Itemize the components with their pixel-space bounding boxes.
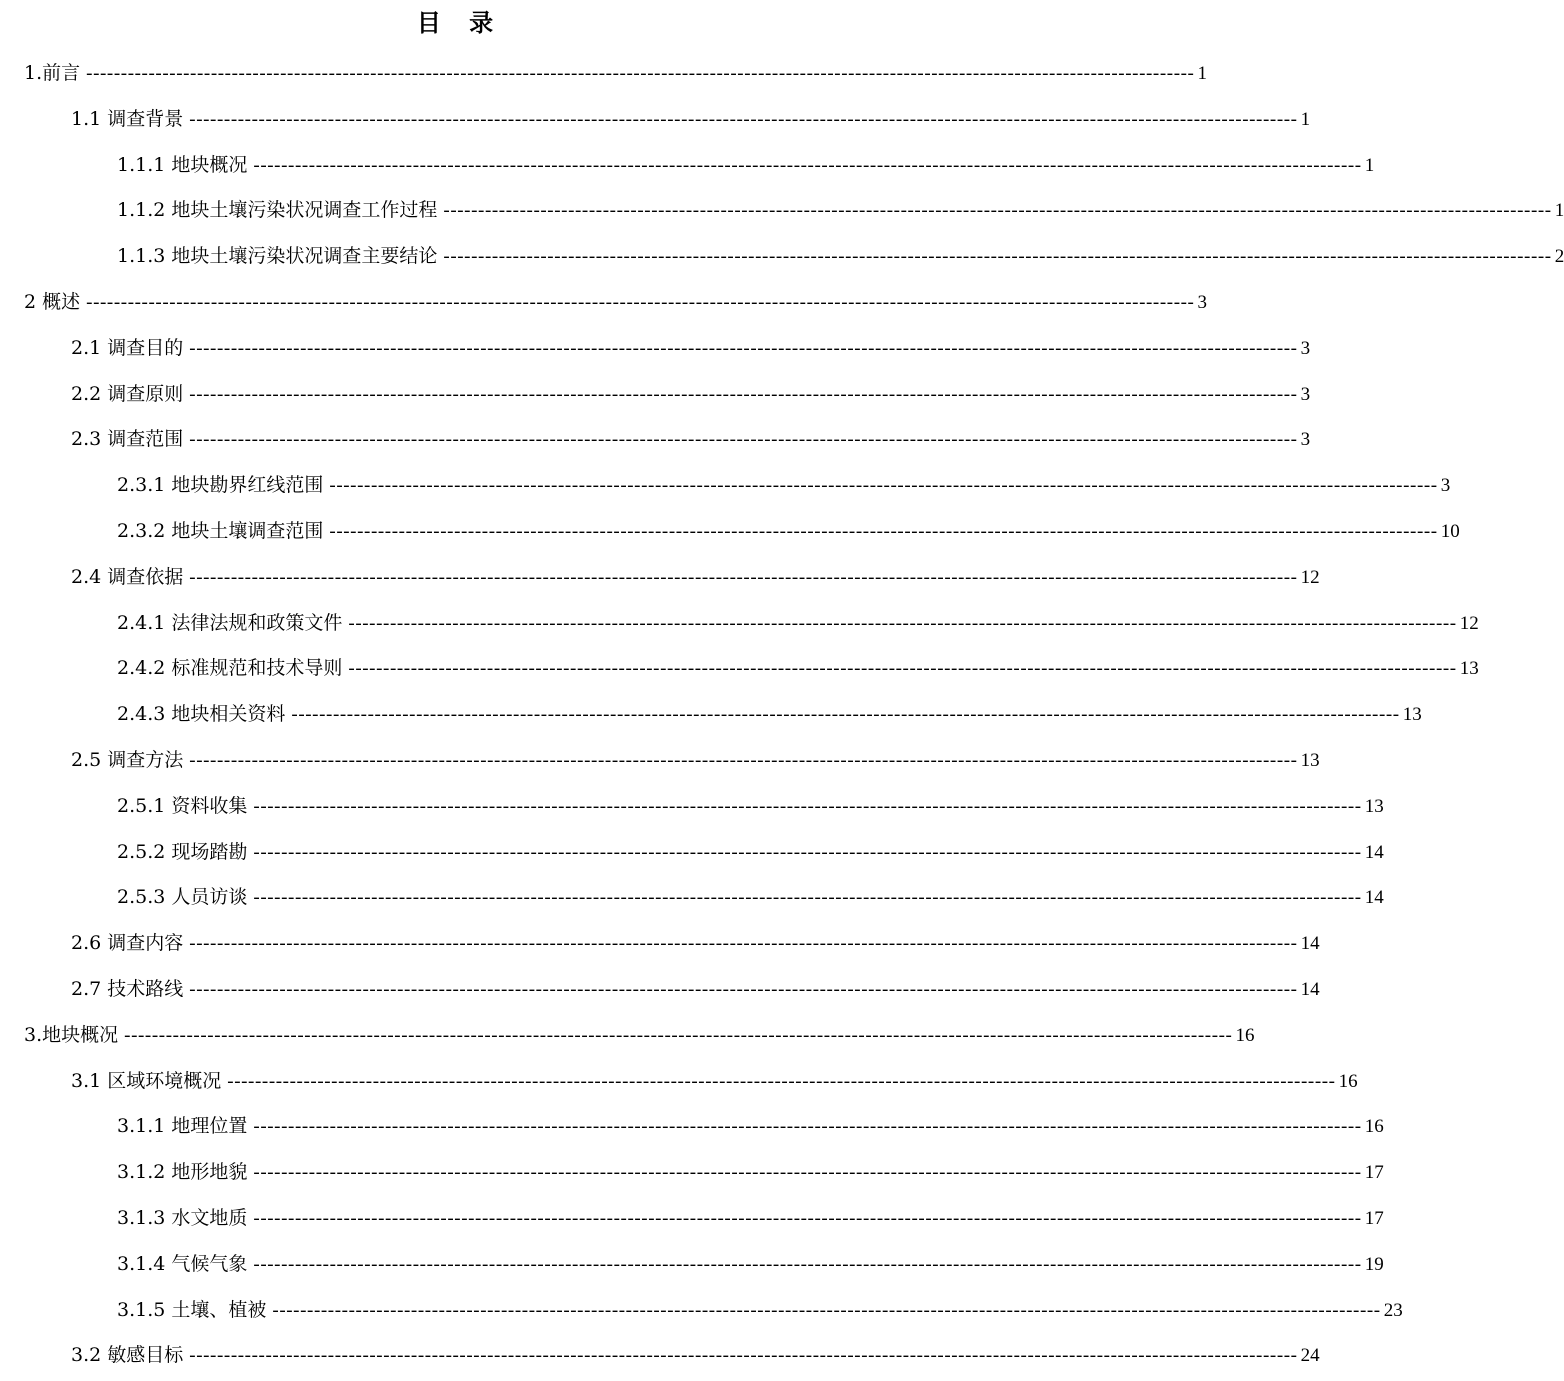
toc-page-number: 19 [1364, 1253, 1384, 1275]
table-of-contents [0, 53, 1564, 1381]
toc-entry[interactable] [0, 419, 1311, 465]
toc-page-number: 1 [1554, 200, 1564, 222]
toc-entry-label: 3.1 区域环境概况 [71, 1069, 222, 1092]
toc-page-number: 3 [1440, 475, 1451, 497]
toc-entry[interactable] [0, 145, 1375, 191]
toc-entry-label: 2.4.3 地块相关资料 [117, 703, 286, 726]
toc-dot-leader: ---------------------------------------------------------------------------------------------------------------------------------------------------------------- [253, 1207, 1362, 1229]
toc-dot-leader: ---------------------------------------------------------------------------------------------------------------------------------------------------------------- [443, 246, 1552, 268]
toc-entry[interactable] [0, 1335, 1320, 1381]
toc-page-number: 13 [1459, 658, 1479, 680]
toc-page-number: 17 [1364, 1162, 1384, 1184]
toc-entry[interactable] [0, 1106, 1384, 1152]
toc-page-number: 3 [1197, 291, 1207, 313]
toc-dot-leader: ---------------------------------------------------------------------------------------------------------------------------------------------------------------- [329, 475, 1438, 497]
toc-page-number: 16 [1338, 1070, 1358, 1092]
toc-dot-leader: ---------------------------------------------------------------------------------------------------------------------------------------------------------------- [329, 520, 1438, 542]
toc-dot-leader: ---------------------------------------------------------------------------------------------------------------------------------------------------------------- [253, 1253, 1362, 1275]
toc-entry-label: 1.1 调查背景 [71, 107, 184, 130]
toc-page-number: 2 [1554, 246, 1564, 268]
toc-entry-label: 3.1.4 气候气象 [117, 1252, 248, 1275]
toc-page-number: 3 [1300, 429, 1311, 451]
toc-entry-label: 1.1.2 地块土壤污染状况调查工作过程 [117, 199, 438, 222]
toc-entry-label: 2.5 调查方法 [71, 748, 184, 771]
toc-page-number: 14 [1300, 933, 1320, 955]
toc-entry[interactable] [0, 190, 1564, 236]
toc-dot-leader: ---------------------------------------------------------------------------------------------------------------------------------------------------------------- [348, 658, 1457, 680]
toc-entry-label: 2.4.1 法律法规和政策文件 [117, 611, 343, 634]
toc-entry[interactable] [0, 740, 1320, 786]
toc-dot-leader: ---------------------------------------------------------------------------------------------------------------------------------------------------------------- [189, 108, 1298, 130]
toc-entry[interactable] [0, 648, 1479, 694]
toc-entry[interactable] [0, 694, 1422, 740]
toc-entry[interactable] [0, 328, 1311, 374]
toc-page-number: 14 [1364, 887, 1384, 909]
toc-entry-label: 2.5.1 资料收集 [117, 794, 248, 817]
toc-dot-leader: ---------------------------------------------------------------------------------------------------------------------------------------------------------------- [253, 1116, 1362, 1138]
toc-page-number: 13 [1300, 749, 1320, 771]
toc-entry[interactable] [0, 969, 1320, 1015]
toc-entry[interactable] [0, 282, 1207, 328]
toc-page-number: 12 [1459, 612, 1479, 634]
toc-entry[interactable] [0, 53, 1207, 99]
toc-dot-leader: ---------------------------------------------------------------------------------------------------------------------------------------------------------------- [189, 337, 1298, 359]
toc-dot-leader: ---------------------------------------------------------------------------------------------------------------------------------------------------------------- [253, 887, 1362, 909]
toc-dot-leader: ---------------------------------------------------------------------------------------------------------------------------------------------------------------- [86, 63, 1195, 84]
toc-dot-leader: ---------------------------------------------------------------------------------------------------------------------------------------------------------------- [253, 795, 1362, 817]
toc-entry[interactable] [0, 374, 1311, 420]
toc-entry[interactable] [0, 99, 1311, 145]
toc-entry-label: 2.3.2 地块土壤调查范围 [117, 519, 324, 542]
toc-dot-leader: ---------------------------------------------------------------------------------------------------------------------------------------------------------------- [443, 200, 1552, 222]
toc-page-number: 1 [1364, 154, 1375, 176]
toc-entry[interactable] [0, 465, 1451, 511]
toc-entry-label: 2.4 调查依据 [71, 565, 184, 588]
toc-entry[interactable] [0, 923, 1320, 969]
toc-entry[interactable] [0, 1152, 1384, 1198]
toc-dot-leader: ---------------------------------------------------------------------------------------------------------------------------------------------------------------- [189, 749, 1298, 771]
toc-entry-label: 2.6 调查内容 [71, 932, 184, 955]
toc-page-number: 23 [1383, 1299, 1403, 1321]
toc-entry-label: 2.2 调查原则 [71, 382, 184, 405]
toc-page-number: 1 [1197, 63, 1207, 84]
toc-entry-label: 2.1 调查目的 [71, 336, 184, 359]
toc-entry[interactable] [0, 1244, 1384, 1290]
toc-entry-label: 1.1.1 地块概况 [117, 153, 248, 176]
toc-page-number: 1 [1300, 108, 1311, 130]
toc-entry-label: 2.5.2 现场踏勘 [117, 840, 248, 863]
toc-dot-leader: ---------------------------------------------------------------------------------------------------------------------------------------------------------------- [348, 612, 1457, 634]
toc-dot-leader: ---------------------------------------------------------------------------------------------------------------------------------------------------------------- [86, 291, 1195, 313]
toc-entry[interactable] [0, 1290, 1403, 1336]
toc-dot-leader: ---------------------------------------------------------------------------------------------------------------------------------------------------------------- [189, 429, 1298, 451]
toc-page-number: 24 [1300, 1345, 1320, 1367]
toc-dot-leader: ---------------------------------------------------------------------------------------------------------------------------------------------------------------- [189, 978, 1298, 1000]
toc-entry[interactable] [0, 1198, 1384, 1244]
toc-entry[interactable] [0, 832, 1384, 878]
toc-dot-leader: ---------------------------------------------------------------------------------------------------------------------------------------------------------------- [189, 933, 1298, 955]
toc-entry-label: 2.5.3 人员访谈 [117, 886, 248, 909]
toc-dot-leader: ---------------------------------------------------------------------------------------------------------------------------------------------------------------- [189, 1345, 1298, 1367]
toc-entry[interactable] [0, 1061, 1358, 1107]
toc-dot-leader: ---------------------------------------------------------------------------------------------------------------------------------------------------------------- [253, 841, 1362, 863]
toc-entry-label: 3.地块概况 [24, 1023, 119, 1046]
toc-dot-leader: ---------------------------------------------------------------------------------------------------------------------------------------------------------------- [253, 154, 1362, 176]
toc-entry-label: 3.1.1 地理位置 [117, 1115, 248, 1138]
toc-page-number: 14 [1364, 841, 1384, 863]
toc-page-number: 16 [1364, 1116, 1384, 1138]
toc-dot-leader: ---------------------------------------------------------------------------------------------------------------------------------------------------------------- [227, 1070, 1336, 1092]
toc-page-number: 10 [1440, 520, 1460, 542]
toc-page-number: 3 [1300, 383, 1311, 405]
toc-entry[interactable] [0, 236, 1564, 282]
toc-entry-label: 3.2 敏感目标 [71, 1344, 184, 1367]
toc-dot-leader: ---------------------------------------------------------------------------------------------------------------------------------------------------------------- [291, 704, 1400, 726]
toc-dot-leader: ---------------------------------------------------------------------------------------------------------------------------------------------------------------- [189, 566, 1298, 588]
toc-dot-leader: ---------------------------------------------------------------------------------------------------------------------------------------------------------------- [253, 1162, 1362, 1184]
toc-page-number: 14 [1300, 978, 1320, 1000]
toc-entry[interactable] [0, 1015, 1255, 1061]
toc-entry-label: 2.3 调查范围 [71, 428, 184, 451]
toc-page-number: 12 [1300, 566, 1320, 588]
toc-page-number: 16 [1235, 1024, 1255, 1046]
toc-entry[interactable] [0, 511, 1460, 557]
toc-entry-label: 3.1.2 地形地貌 [117, 1161, 248, 1184]
toc-entry-label: 3.1.5 土壤、植被 [117, 1298, 267, 1321]
toc-title: 目 录 [416, 8, 504, 37]
toc-entry[interactable] [0, 786, 1384, 832]
toc-entry-label: 1.前言 [24, 62, 81, 84]
toc-entry-label: 3.1.3 水文地质 [117, 1206, 248, 1229]
toc-dot-leader: ---------------------------------------------------------------------------------------------------------------------------------------------------------------- [272, 1299, 1381, 1321]
toc-entry[interactable] [0, 877, 1384, 923]
toc-dot-leader: ---------------------------------------------------------------------------------------------------------------------------------------------------------------- [189, 383, 1298, 405]
toc-entry-label: 2 概述 [24, 290, 81, 313]
toc-page-number: 3 [1300, 337, 1311, 359]
toc-entry-label: 1.1.3 地块土壤污染状况调查主要结论 [117, 245, 438, 268]
toc-page-number: 17 [1364, 1207, 1384, 1229]
toc-entry-label: 2.3.1 地块勘界红线范围 [117, 474, 324, 497]
toc-page-number: 13 [1364, 795, 1384, 817]
toc-entry-label: 2.7 技术路线 [71, 977, 184, 1000]
toc-entry[interactable] [0, 603, 1479, 649]
toc-entry[interactable] [0, 557, 1320, 603]
toc-entry-label: 2.4.2 标准规范和技术导则 [117, 657, 343, 680]
toc-dot-leader: ---------------------------------------------------------------------------------------------------------------------------------------------------------------- [124, 1024, 1233, 1046]
toc-page-number: 13 [1402, 704, 1422, 726]
